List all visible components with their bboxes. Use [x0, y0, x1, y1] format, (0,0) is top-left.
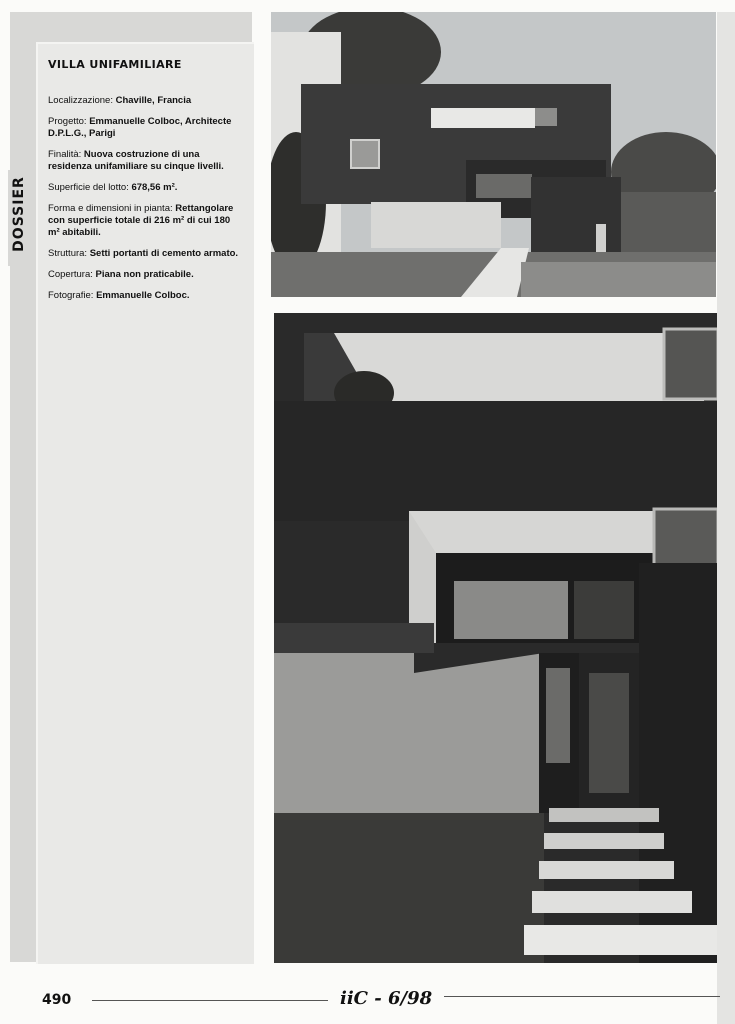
- journal-reference: iiC - 6/98: [340, 988, 433, 1009]
- field-localizzazione: Localizzazione: Chaville, Francia: [48, 95, 192, 106]
- page-edge-strip: [717, 12, 735, 1024]
- page-footer: [0, 980, 735, 1016]
- field-progetto: Progetto: Emmanuelle Colboc, Architecte D.P.L.G., Parigi: [48, 116, 232, 139]
- footer-rule-right: [444, 996, 720, 997]
- project-info-box: [36, 42, 254, 964]
- dossier-tab: [8, 170, 30, 266]
- page-number: 490: [42, 992, 72, 1008]
- field-forma-dimensioni: Forma e dimensioni in pianta: Rettangolare con superficie totale di 216 m² di cui 180 m² abitabili.: [48, 203, 234, 238]
- field-superficie-lotto: Superficie del lotto: 678,56 m².: [48, 182, 178, 193]
- field-struttura: Struttura: Setti portanti di cemento armato.: [48, 248, 239, 259]
- villa-exterior-photo: [271, 12, 716, 297]
- villa-entrance-photo: [274, 313, 718, 963]
- field-finalita: Finalità: Nuova costruzione di una residenza unifamiliare su cinque livelli.: [48, 149, 224, 172]
- project-title: VILLA UNIFAMILIARE: [48, 58, 182, 71]
- field-fotografie: Fotografie: Emmanuelle Colboc.: [48, 290, 190, 301]
- footer-rule-left: [92, 1000, 328, 1001]
- dossier-label: DOSSIER: [11, 176, 27, 252]
- villa-exterior-illustration: [271, 12, 716, 297]
- field-copertura: Copertura: Piana non praticabile.: [48, 269, 194, 280]
- villa-entrance-illustration: [274, 313, 718, 963]
